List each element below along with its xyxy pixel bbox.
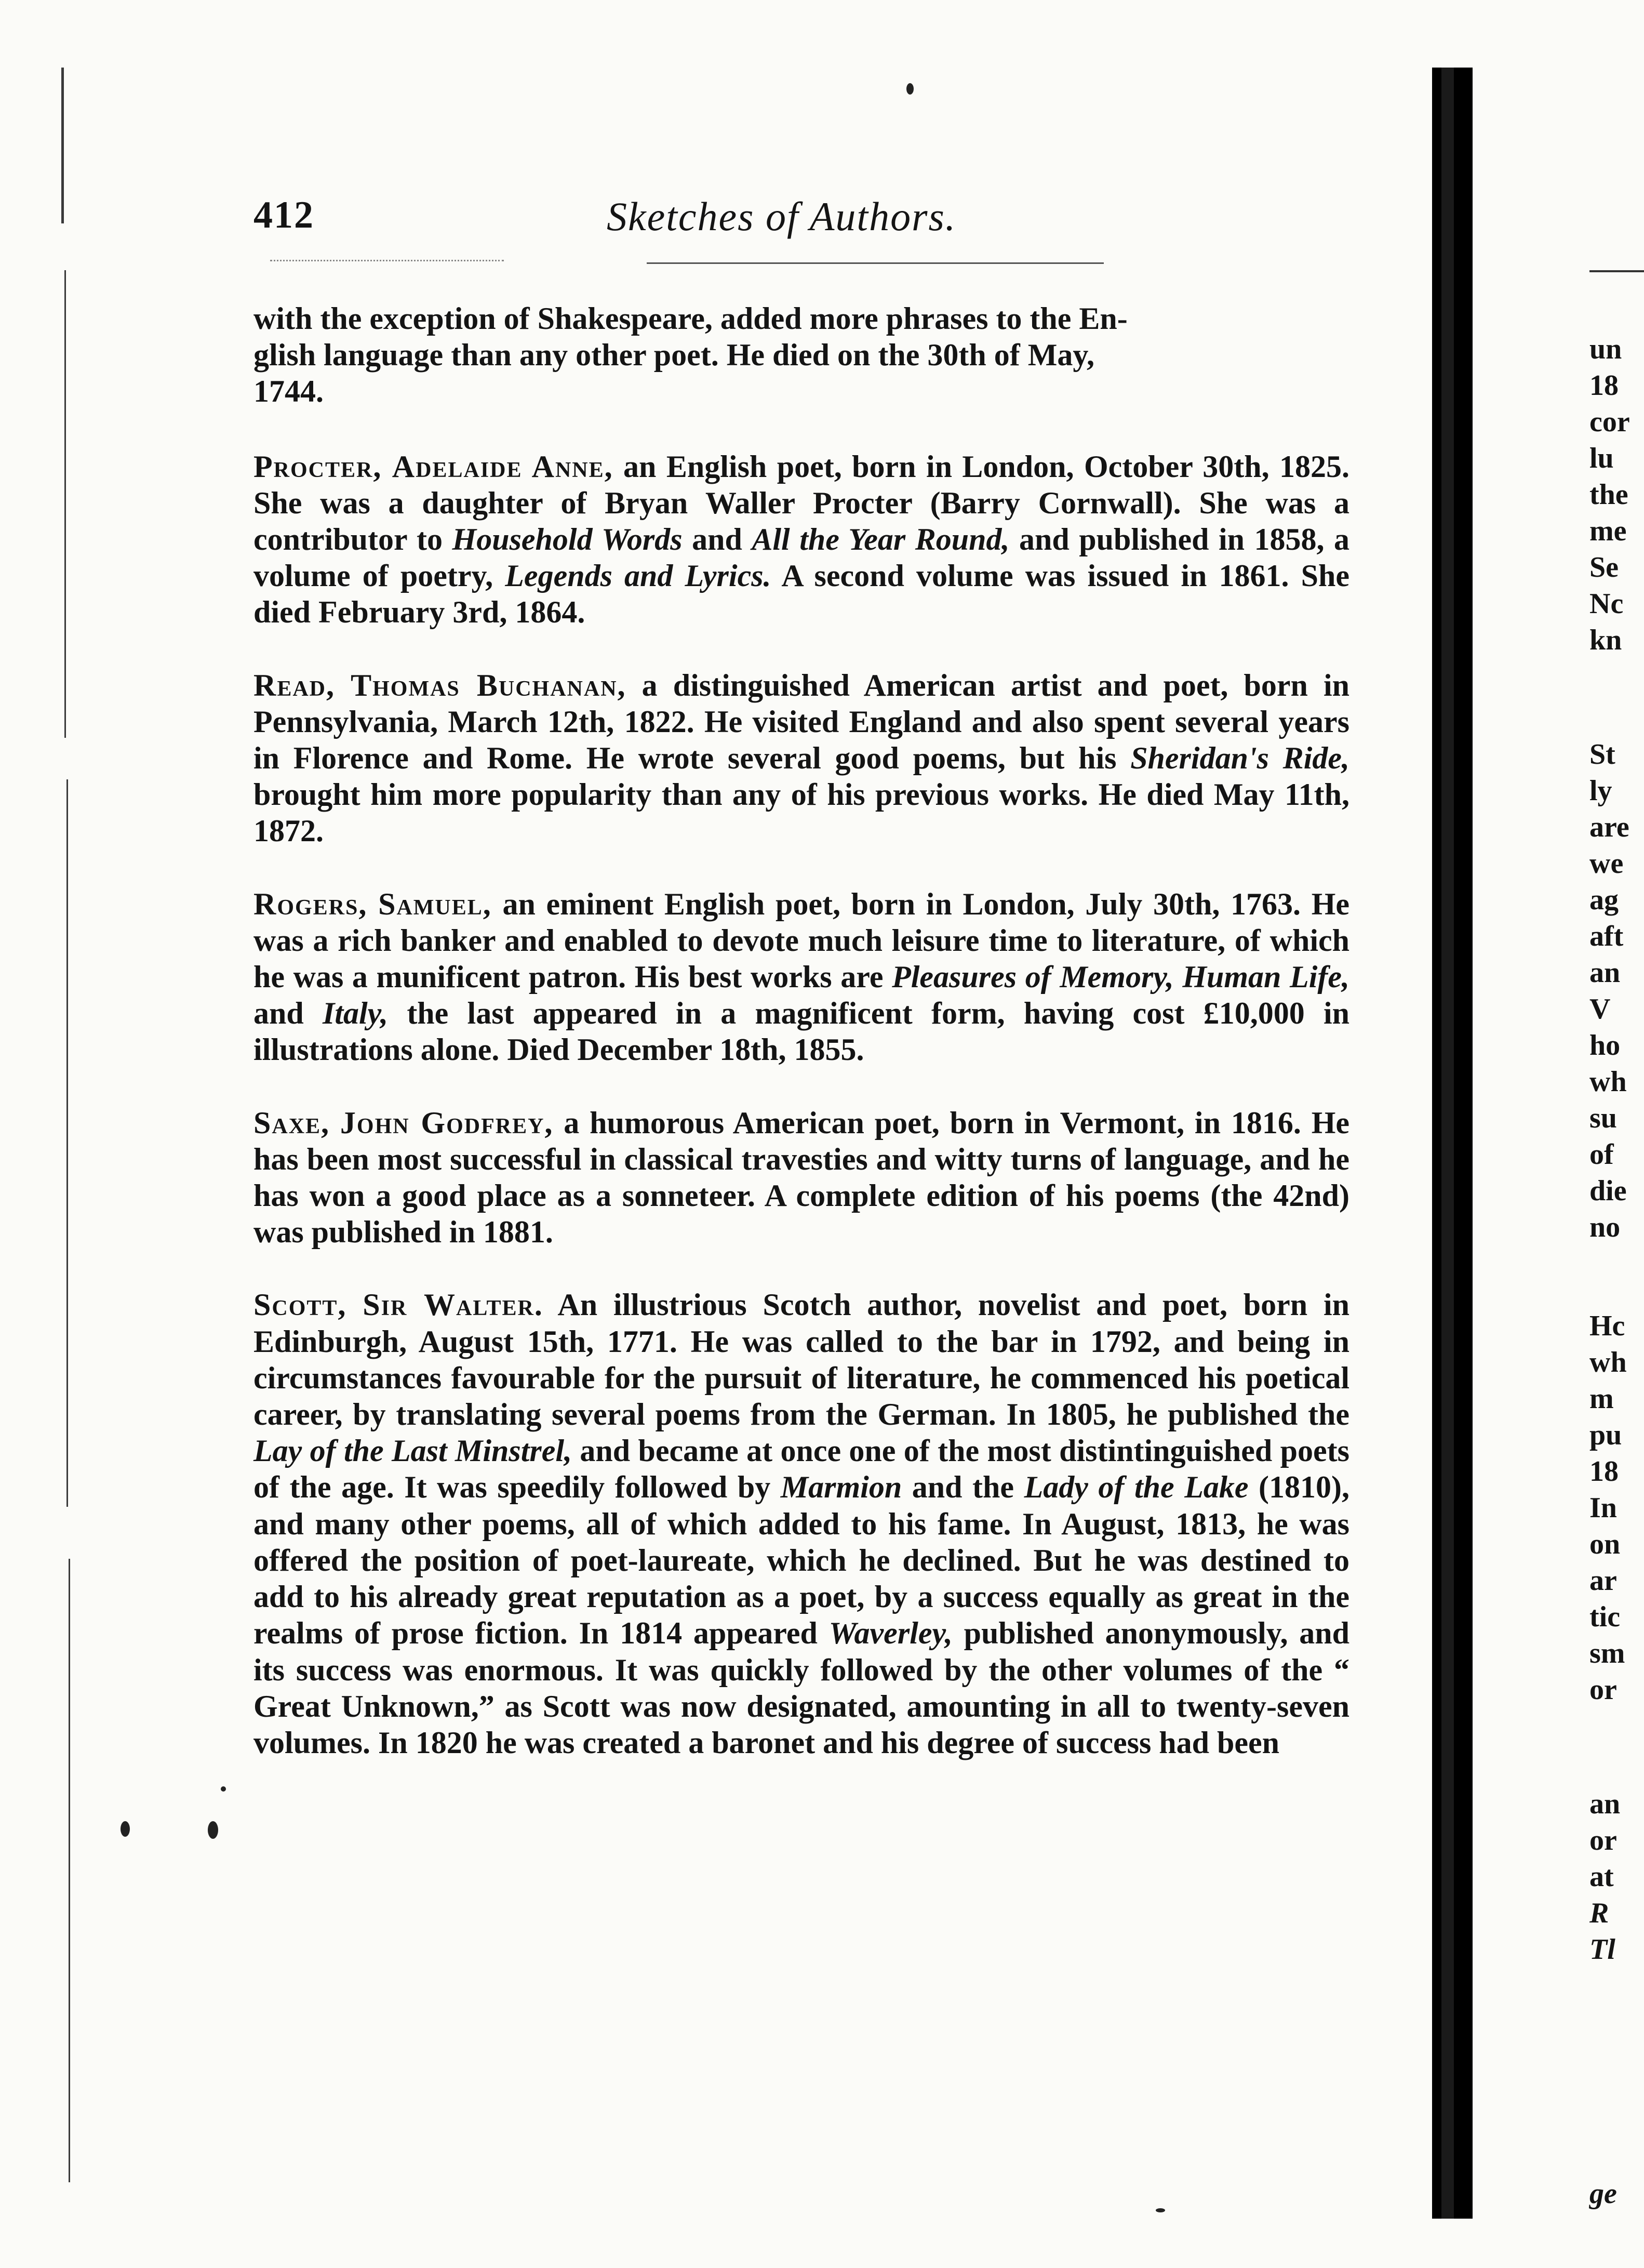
adjacent-page-fragment: at bbox=[1589, 1861, 1614, 1893]
entry-surname: Scott, bbox=[253, 1288, 347, 1322]
ink-speck bbox=[121, 1821, 130, 1837]
adjacent-page-fragment: sm bbox=[1589, 1637, 1625, 1669]
adjacent-page-fragment: the bbox=[1589, 479, 1628, 511]
italic-title: Italy, bbox=[322, 996, 389, 1031]
left-page-edge bbox=[64, 270, 66, 738]
entry-rogers bbox=[253, 886, 1349, 1068]
entry-read bbox=[253, 667, 1349, 850]
adjacent-page-fragment: 18 bbox=[1589, 1455, 1619, 1488]
ink-speck bbox=[1156, 2208, 1165, 2212]
entry-line: glish language than any other poet. He died on the 30th of May, bbox=[253, 338, 1095, 373]
ink-speck bbox=[221, 1786, 226, 1792]
adjacent-page-fragment: an bbox=[1589, 957, 1621, 989]
adjacent-page-fragment: ag bbox=[1589, 884, 1619, 916]
entry-text: An illustrious Scotch author, novelist and poet, born in Edinburgh, August 15th, 1771. He was called to the bar in 1792, and being in circumstances favourable for the pursuit of literature, he commenced his poetical career, by translating several poems from the German. In 1805, he published the bbox=[253, 1288, 1350, 1432]
entry-text: and published in 1858, a volume of poetry, bbox=[253, 522, 1349, 593]
entry-surname: Read, bbox=[253, 668, 336, 702]
adjacent-page-fragment: on bbox=[1589, 1528, 1621, 1560]
entry-given-names: Samuel, bbox=[378, 886, 492, 921]
entry-surname: Rogers, bbox=[253, 886, 368, 921]
adjacent-page-fragment: kn bbox=[1589, 624, 1622, 656]
adjacent-page-fragment: aft bbox=[1589, 920, 1624, 952]
adjacent-page-fragment: R bbox=[1589, 1897, 1609, 1929]
italic-title: Marmion bbox=[780, 1470, 902, 1505]
italic-title: Lay of the Last Minstrel, bbox=[253, 1434, 572, 1468]
adjacent-page-fragment: or bbox=[1589, 1674, 1617, 1706]
adjacent-page-fragment: Hc bbox=[1589, 1310, 1625, 1342]
entry-text: published anonymously, and its success was enormous. It was quickly followed by the other volumes of the “ Great Unknown,” as Scott was now designated, amounting in all to twenty-seven volumes. In 1820 he was created a baronet and his degree of success had been bbox=[253, 1616, 1349, 1760]
header-rule bbox=[647, 262, 1104, 264]
italic-title: Legends and Lyrics. bbox=[505, 559, 771, 593]
page-number: 412 bbox=[253, 194, 314, 236]
entry-text: the last appeared in a magnificent form, having cost £10,000 in illustrations alone. Died December 18th, 1855. bbox=[253, 996, 1349, 1067]
entry-given-names: John Godfrey, bbox=[340, 1105, 554, 1140]
entry-text: a humorous American poet, born in Vermont, in 1816. He has been most successful in classical travesties and witty turns of language, and he has won a good place as a sonneteer. A complete edition of his poems (the 42nd) was published in 1881. bbox=[253, 1105, 1349, 1250]
adjacent-page-fragment: Se bbox=[1589, 551, 1619, 583]
entry-line: 1744. bbox=[253, 374, 324, 409]
left-page-edge bbox=[66, 779, 68, 1507]
entry-text: and became at once one of the most distintinguished poets of the age. It was speedily followed by bbox=[253, 1434, 1349, 1505]
running-title: Sketches of Authors. bbox=[607, 194, 957, 239]
adjacent-page-fragment: cor bbox=[1589, 406, 1630, 438]
adjacent-page-fragment: Tl bbox=[1589, 1933, 1615, 1966]
adjacent-page-fragment: me bbox=[1589, 515, 1627, 547]
ink-speck bbox=[906, 83, 914, 95]
entry-surname: Procter, bbox=[253, 449, 382, 484]
running-header bbox=[253, 193, 1355, 250]
entry-text: a distinguished American artist and poet, born in Pennsylvania, March 12th, 1822. He visited England and also spent several years in Florence and Rome. He wrote several good poems, but his bbox=[253, 668, 1349, 776]
adjacent-page-fragment: wh bbox=[1589, 1066, 1627, 1098]
adjacent-page-fragment: of bbox=[1589, 1138, 1614, 1171]
adjacent-page-fragment: V bbox=[1589, 993, 1611, 1025]
body-text bbox=[253, 300, 1349, 1797]
adjacent-page-fragment: tic bbox=[1589, 1601, 1621, 1633]
adjacent-page-fragment: Nc bbox=[1589, 588, 1624, 620]
adjacent-page-fragment: are bbox=[1589, 811, 1629, 843]
entry-surname: Saxe, bbox=[253, 1105, 330, 1140]
adjacent-page-fragment: St bbox=[1589, 738, 1615, 771]
adjacent-page-fragment: ho bbox=[1589, 1029, 1621, 1062]
header-dotted-rule bbox=[270, 260, 504, 263]
entry-text: an eminent English poet, born in London, July 30th, 1763. He was a rich banker and enabled to devote much leisure time to literature, of which he was a munificent patron. His best works are bbox=[253, 886, 1350, 994]
adjacent-page-fragment: we bbox=[1589, 847, 1624, 880]
adjacent-page-fragment: an bbox=[1589, 1788, 1621, 1820]
italic-title: All the Year Round, bbox=[752, 522, 1010, 557]
italic-title: Sheridan's Ride, bbox=[1130, 741, 1349, 776]
left-page-edge bbox=[69, 1559, 70, 2182]
entry-text: an English poet, born in London, October 30th, 1825. She was a daughter of Bryan Waller Procter (Barry Cornwall). She was a contributor to bbox=[253, 449, 1350, 557]
left-page-edge bbox=[61, 68, 64, 223]
entry-text: and the bbox=[902, 1470, 1024, 1505]
entry-given-names: Adelaide Anne, bbox=[392, 449, 613, 484]
adjacent-page-fragment: or bbox=[1589, 1824, 1617, 1856]
ink-speck bbox=[208, 1821, 218, 1839]
adjacent-page-fragment: ly bbox=[1589, 775, 1612, 807]
entry-text: and bbox=[682, 522, 752, 557]
adjacent-page-fragment: ge bbox=[1589, 2178, 1617, 2210]
entry-given-names: Thomas Buchanan, bbox=[351, 668, 626, 702]
italic-title: Pleasures of Memory, Human Life, bbox=[892, 960, 1349, 994]
entry-scott bbox=[253, 1286, 1349, 1761]
adjacent-page-fragment: wh bbox=[1589, 1346, 1627, 1378]
adjacent-page-fragment: ar bbox=[1589, 1564, 1617, 1597]
entry-milton-end bbox=[253, 300, 1349, 410]
italic-title: Lady of the Lake bbox=[1024, 1470, 1249, 1505]
adjacent-page-strip bbox=[1579, 0, 1644, 2268]
adjacent-page-fragment: lu bbox=[1589, 442, 1614, 474]
adjacent-page-fragment: un bbox=[1589, 333, 1622, 365]
entry-given-names: Sir Walter. bbox=[363, 1288, 543, 1322]
italic-title: Household Words bbox=[452, 522, 683, 557]
adjacent-page-fragment: no bbox=[1589, 1211, 1621, 1243]
adjacent-page-fragment: 18 bbox=[1589, 369, 1619, 402]
entry-saxe bbox=[253, 1105, 1349, 1251]
adjacent-page-fragment: pu bbox=[1589, 1419, 1622, 1451]
italic-title: Waverley, bbox=[828, 1616, 953, 1651]
entry-text: (1810), and many other poems, all of which added to his fame. In August, 1813, he was offered the position of poet-laureate, which he declined. But he was destined to add to his already great reputation as a poet, by a success equally as great in the realms of prose fiction. In 1814 appeared bbox=[253, 1470, 1350, 1651]
adjacent-page-fragment: In bbox=[1589, 1492, 1617, 1524]
adjacent-page-fragment: su bbox=[1589, 1102, 1617, 1134]
entry-text: and bbox=[253, 996, 323, 1031]
gutter-shadow-edge bbox=[1441, 68, 1454, 2219]
entry-procter bbox=[253, 448, 1349, 631]
entry-text: A second volume was issued in 1861. She died February 3rd, 1864. bbox=[253, 559, 1349, 630]
entry-line: with the exception of Shakespeare, added more phrases to the En- bbox=[253, 301, 1128, 336]
entry-text: brought him more popularity than any of his previous works. He died May 11th, 1872. bbox=[253, 777, 1349, 848]
adjacent-page-fragment: die bbox=[1589, 1175, 1627, 1207]
adjacent-page-fragment: m bbox=[1589, 1383, 1614, 1415]
